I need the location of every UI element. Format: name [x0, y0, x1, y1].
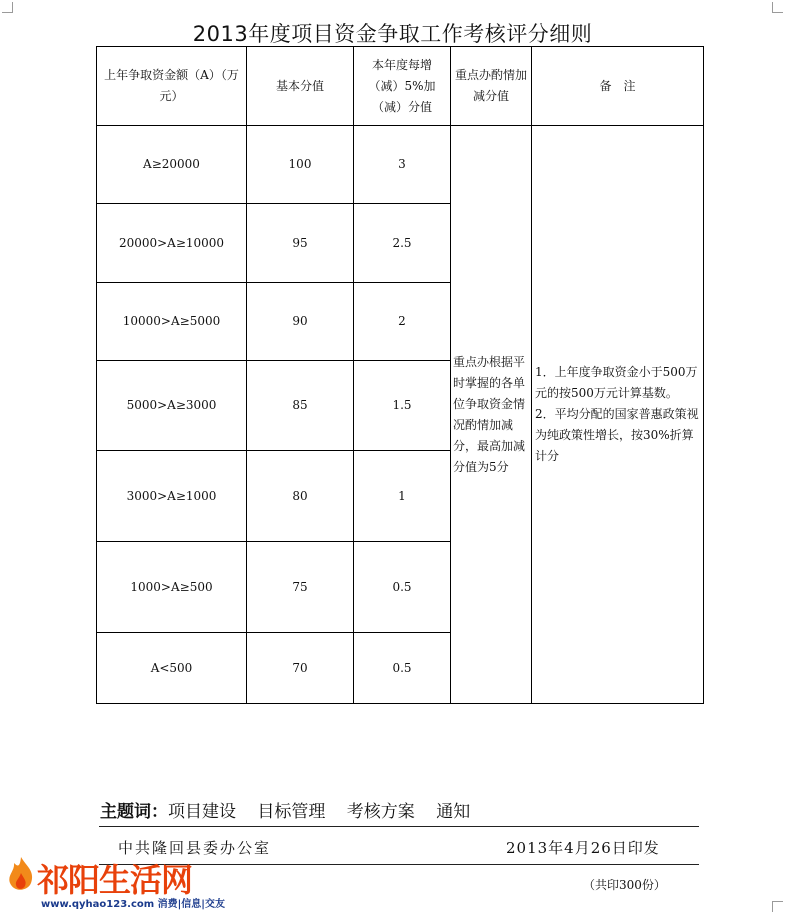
delta-score-cell: 1.5 [354, 361, 451, 451]
subject-keywords [100, 797, 470, 822]
page-corner-mark [772, 901, 783, 912]
range-cell: A≥20000 [97, 126, 247, 204]
delta-score-cell: 0.5 [354, 633, 451, 704]
watermark-url: www.qyhao123.com 消费|信息|交友 [41, 899, 225, 910]
base-score-cell: 100 [247, 126, 354, 204]
range-cell: 3000>A≥1000 [97, 451, 247, 542]
delta-score-cell: 2 [354, 283, 451, 361]
table-header-row [97, 47, 704, 126]
page-corner-mark [2, 2, 13, 13]
flame-icon [5, 855, 37, 895]
delta-score-cell: 3 [354, 126, 451, 204]
delta-score-cell: 2.5 [354, 204, 451, 283]
print-copies: （共印300份） [583, 878, 666, 892]
divider [99, 826, 699, 827]
document-title: 2013年度项目资金争取工作考核评分细则 [192, 22, 593, 46]
remarks-cell: 1．上年度争取资金小于500万元的按500万元计算基数。 2．平均分配的国家普惠政策视为纯政策性增长，按30%折算计分 [532, 126, 704, 704]
watermark-logo [5, 855, 225, 910]
issuer: 中共隆回县委办公室 [118, 839, 272, 857]
delta-score-cell: 1 [354, 451, 451, 542]
header-delta-score: 本年度每增（减）5%加（减）分值 [354, 47, 451, 126]
watermark-brand: 祁阳生活网 [37, 861, 193, 899]
delta-score-cell: 0.5 [354, 542, 451, 633]
header-adjustment: 重点办酌情加减分值 [451, 47, 532, 126]
base-score-cell: 75 [247, 542, 354, 633]
table-row [97, 126, 704, 204]
page-corner-mark [772, 2, 783, 13]
subject-words: 项目建设 目标管理 考核方案 通知 [168, 802, 471, 822]
header-amount: 上年争取资金额（A）（万元） [97, 47, 247, 126]
range-cell: 1000>A≥500 [97, 542, 247, 633]
base-score-cell: 80 [247, 451, 354, 542]
header-remarks: 备 注 [532, 47, 704, 126]
range-cell: A<500 [97, 633, 247, 704]
base-score-cell: 70 [247, 633, 354, 704]
range-cell: 10000>A≥5000 [97, 283, 247, 361]
adjustment-cell: 重点办根据平时掌握的各单位争取资金情况酌情加减分，最高加减分值为5分 [451, 126, 532, 704]
range-cell: 20000>A≥10000 [97, 204, 247, 283]
subject-label: 主题词： [100, 802, 168, 822]
base-score-cell: 85 [247, 361, 354, 451]
base-score-cell: 95 [247, 204, 354, 283]
base-score-cell: 90 [247, 283, 354, 361]
issue-date: 2013年4月26日印发 [506, 839, 660, 857]
range-cell: 5000>A≥3000 [97, 361, 247, 451]
header-base-score: 基本分值 [247, 47, 354, 126]
score-table [96, 46, 708, 704]
